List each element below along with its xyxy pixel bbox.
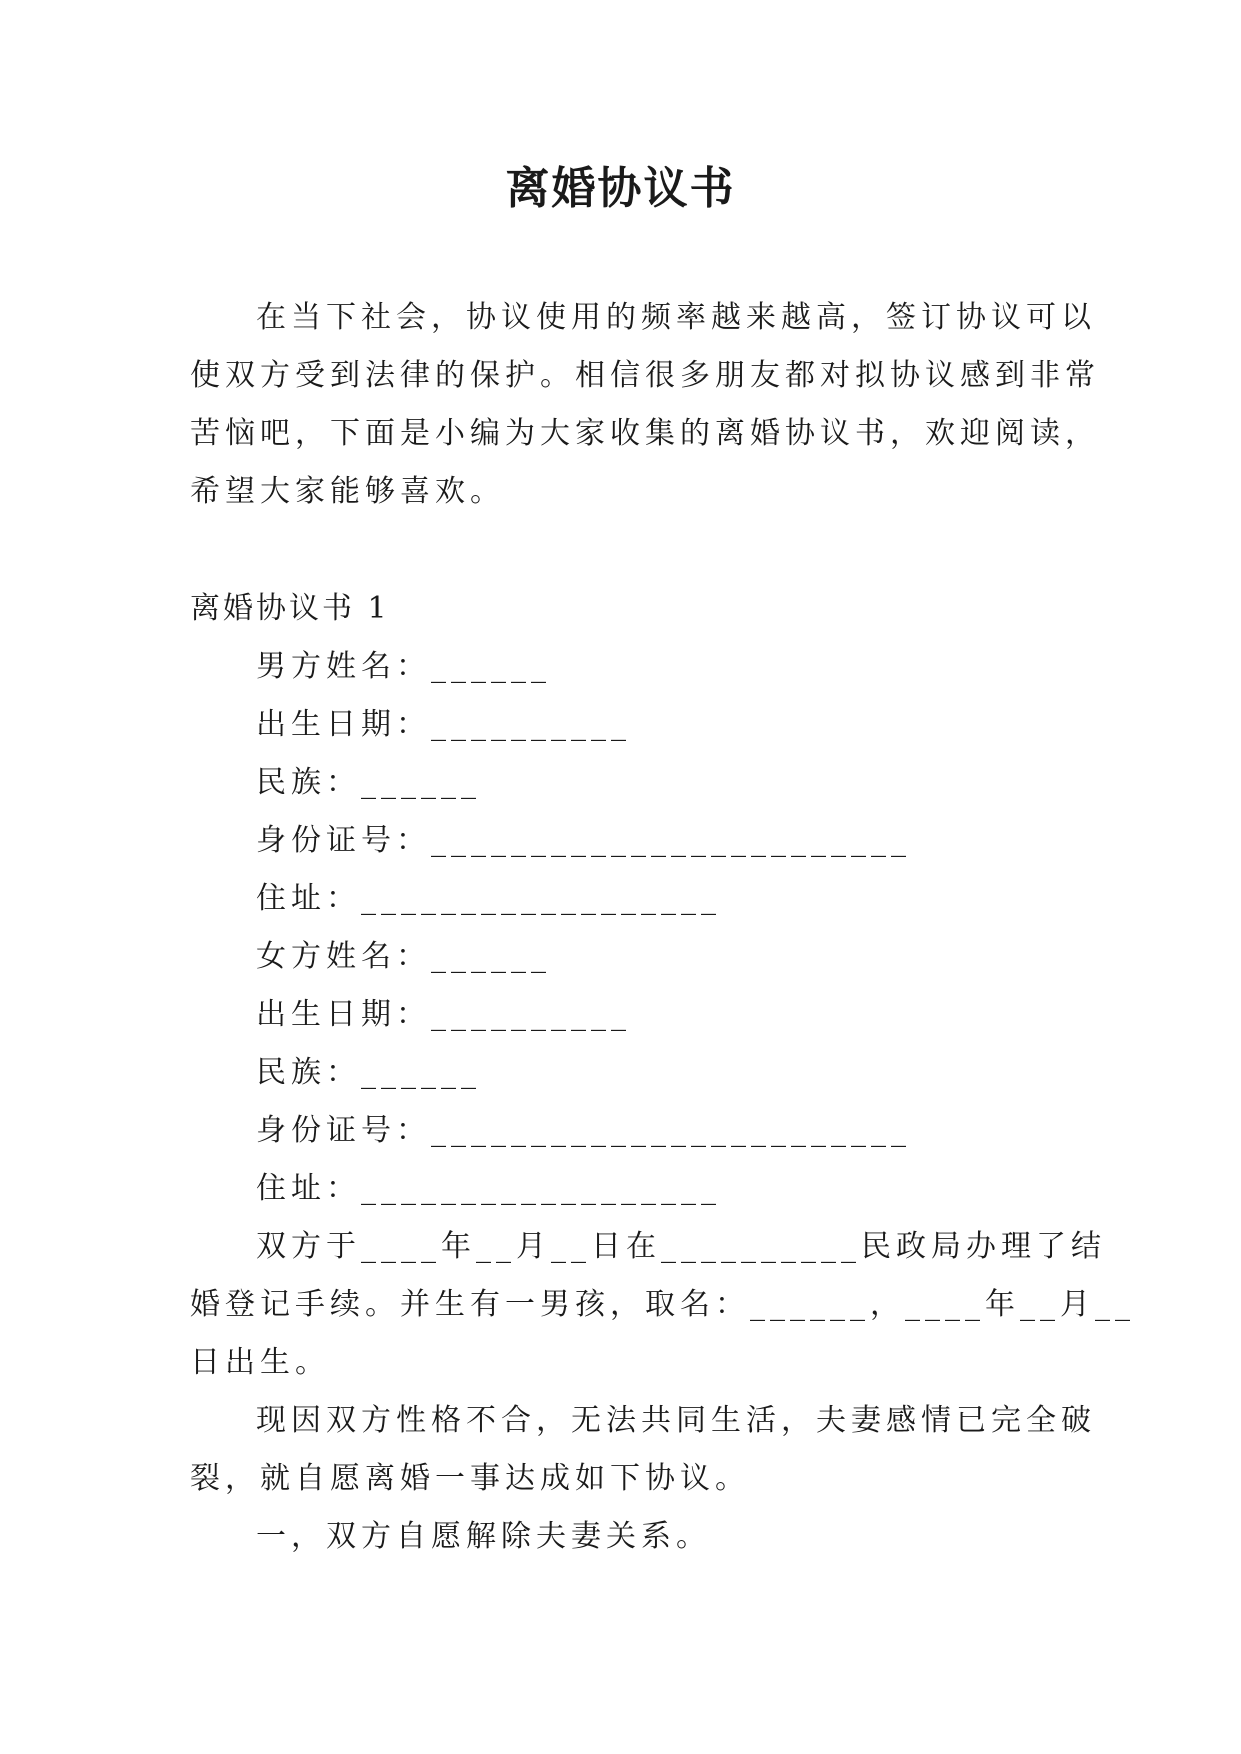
marriage-registration-line: 婚登记手续。并生有一男孩，取名：______，____年__月__ (190, 1287, 1135, 1322)
marriage-registration-line: 双方于____年__月__日在__________民政局办理了结 (256, 1229, 1106, 1264)
field-female-name: 女方姓名：______ (256, 939, 551, 974)
field-female-address: 住址：__________________ (256, 1171, 721, 1206)
field-male-address: 住址：__________________ (256, 881, 721, 916)
marriage-registration-line: 日出生。 (190, 1345, 330, 1380)
intro-line: 使双方受到法律的保护。相信很多朋友都对拟协议感到非常 (190, 358, 1100, 393)
divorce-reason-line: 裂，就自愿离婚一事达成如下协议。 (190, 1461, 750, 1496)
section-heading: 离婚协议书 1 (190, 591, 390, 626)
field-male-name: 男方姓名：______ (256, 649, 551, 684)
intro-paragraph (190, 289, 1100, 521)
field-female-ethnicity: 民族：______ (256, 1055, 481, 1090)
intro-line: 在当下社会，协议使用的频率越来越高，签订协议可以 (256, 300, 1096, 335)
field-female-birthdate: 出生日期：__________ (256, 997, 631, 1032)
field-male-ethnicity: 民族：______ (256, 765, 481, 800)
field-male-birthdate: 出生日期：__________ (256, 707, 631, 742)
intro-line: 苦恼吧，下面是小编为大家收集的离婚协议书，欢迎阅读， (190, 416, 1100, 451)
document-title: 离婚协议书 (505, 163, 736, 214)
intro-line: 希望大家能够喜欢。 (190, 474, 505, 509)
field-female-id-number: 身份证号：________________________ (256, 1113, 911, 1148)
field-male-id-number: 身份证号：________________________ (256, 823, 911, 858)
agreement-clause-1: 一，双方自愿解除夫妻关系。 (256, 1519, 711, 1554)
divorce-reason-line: 现因双方性格不合，无法共同生活，夫妻感情已完全破 (256, 1403, 1096, 1438)
field-list (190, 638, 1050, 1218)
body-paragraphs (190, 1218, 1135, 1566)
